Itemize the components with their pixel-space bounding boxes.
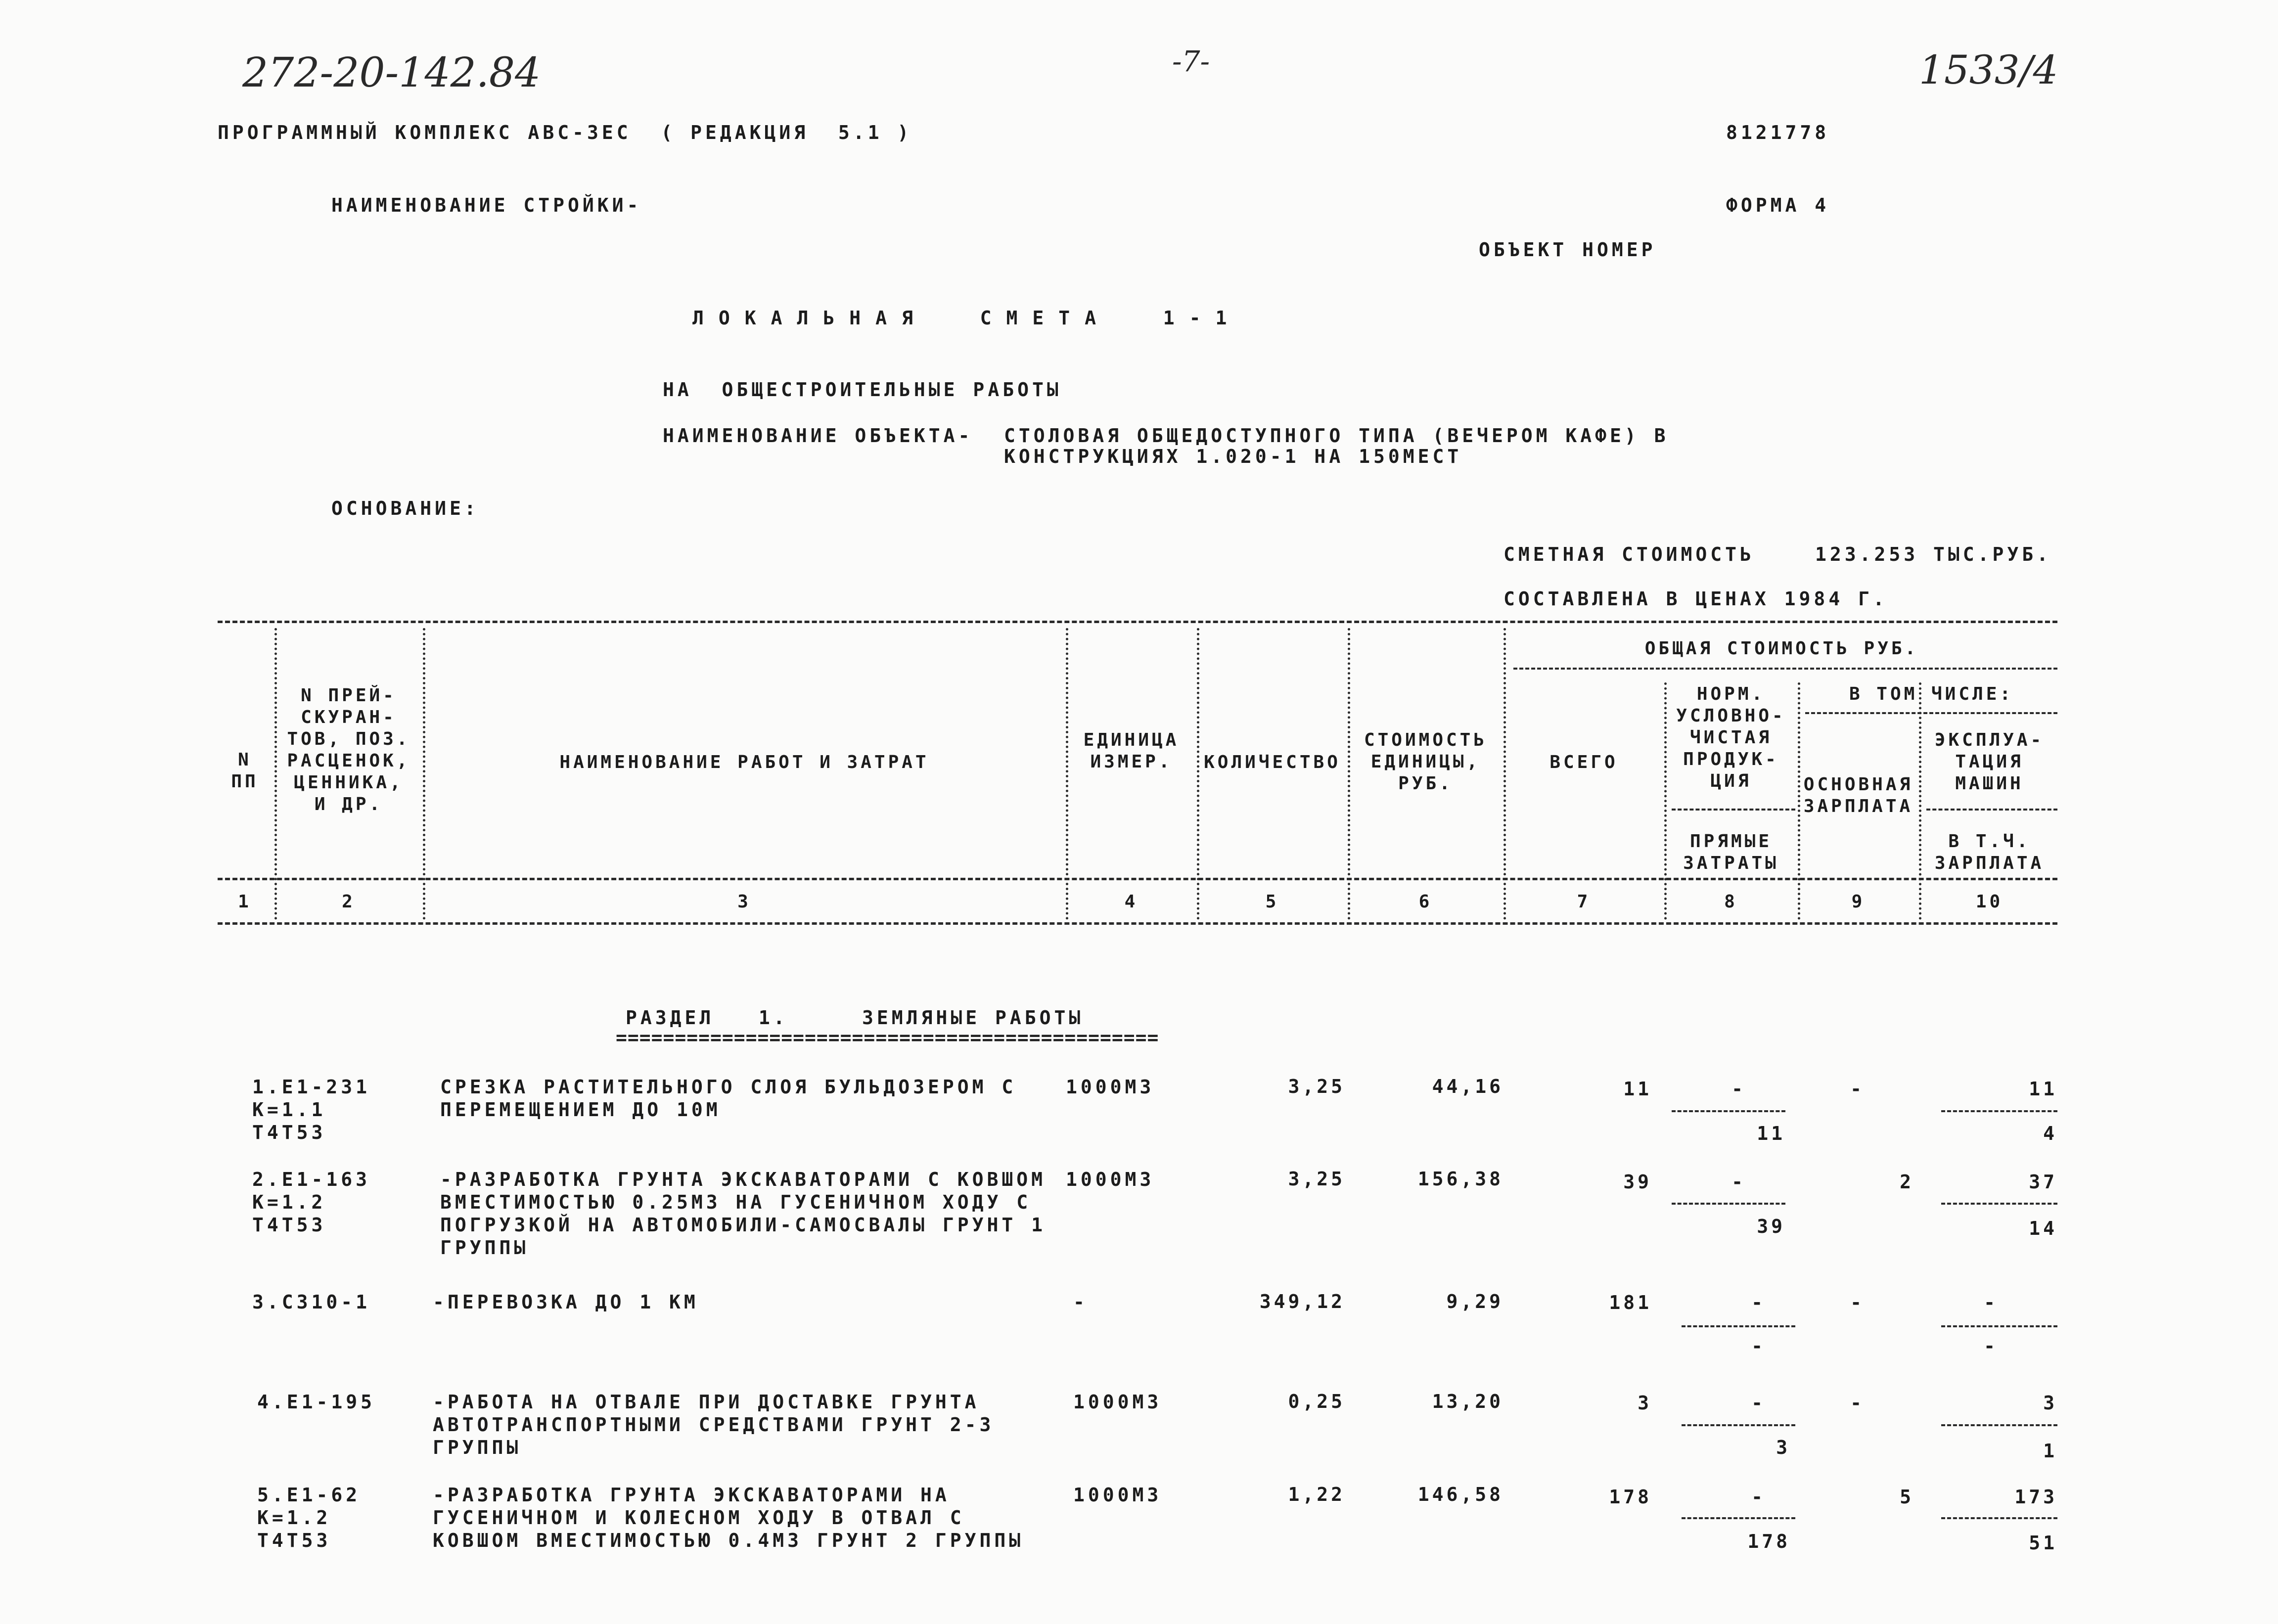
row-total: 3 — [1638, 1392, 1652, 1414]
row-machine-wage: 4 — [2043, 1123, 2057, 1144]
group-rule — [1672, 809, 1795, 811]
estimated-cost-value: 123.253 ТЫС.РУБ. — [1815, 543, 2052, 565]
row-unit: 1000М3 — [1073, 1391, 1162, 1413]
row-work-name: -РАБОТА НА ОТВАЛЕ ПРИ ДОСТАВКЕ ГРУНТА АВТОТРАНСПОРТНЫМИ СРЕДСТВАМИ ГРУНТ 2-3 ГРУППЫ — [433, 1391, 995, 1458]
handwritten-code-right: 1533/4 — [1919, 47, 2058, 93]
row-quantity: 0,25 — [1288, 1391, 1345, 1412]
col-header-norm-production: НОРМ. УСЛОВНО- ЧИСТАЯ ПРОДУК- ЦИЯ — [1676, 684, 1786, 791]
column-number: 7 — [1577, 892, 1591, 912]
row-total: 11 — [1623, 1078, 1652, 1100]
row-machine-operation: 37 — [2029, 1171, 2057, 1193]
column-number: 1 — [238, 892, 252, 912]
row-unit-cost: 9,29 — [1446, 1291, 1503, 1312]
column-divider — [423, 628, 425, 920]
col-header-work-name: НАИМЕНОВАНИЕ РАБОТ И ЗАТРАТ — [559, 752, 929, 772]
col-header-total-group: ОБЩАЯ СТОИМОСТЬ РУБ. — [1644, 638, 1919, 659]
row-base-wage: 2 — [1900, 1171, 1914, 1193]
col-header-including: В ТОМ ЧИСЛЕ: — [1849, 684, 2014, 704]
row-work-name: -РАЗРАБОТКА ГРУНТА ЭКСКАВАТОРАМИ С КОВШОМ ВМЕСТИМОСТЬЮ 0.25М3 НА ГУСЕНИЧНОМ ХОДУ С ПОГРУЗКОЙ НА АВТОМОБИЛИ-САМОСВАЛЫ ГРУНТ 1 ГРУППЫ — [440, 1169, 1046, 1259]
column-number: 2 — [342, 892, 356, 912]
row-base-wage: - — [1850, 1392, 1865, 1414]
row-unit-cost: 13,20 — [1432, 1391, 1503, 1412]
row-norm-production: - — [1731, 1078, 1746, 1100]
row-unit-cost: 146,58 — [1417, 1484, 1503, 1505]
row-unit-cost: 156,38 — [1417, 1168, 1503, 1190]
split-rule — [1941, 1203, 2057, 1205]
column-number: 6 — [1418, 892, 1433, 912]
column-number: 4 — [1124, 892, 1139, 912]
row-direct-costs: 178 — [1747, 1531, 1790, 1552]
object-name-line-2: КОНСТРУКЦИЯХ 1.020-1 НА 150МЕСТ — [1004, 446, 1462, 467]
group-rule — [1805, 712, 2057, 714]
col-header-unit-cost: СТОИМОСТЬ ЕДИНИЦЫ, РУБ. — [1364, 730, 1488, 794]
split-rule — [1941, 1517, 2057, 1519]
split-rule — [1941, 1110, 2057, 1112]
row-machine-wage: 1 — [2043, 1440, 2057, 1462]
row-norm-production: - — [1751, 1392, 1766, 1414]
handwritten-page-number: -7- — [1172, 45, 1210, 78]
column-number: 9 — [1851, 892, 1866, 912]
row-code: 3.С310-1 — [252, 1291, 371, 1313]
column-number: 5 — [1265, 892, 1279, 912]
section-title: РАЗДЕЛ 1. ЗЕМЛЯНЫЕ РАБОТЫ — [626, 1007, 1084, 1029]
row-machine-operation: 173 — [2014, 1486, 2057, 1508]
row-total: 39 — [1623, 1171, 1652, 1193]
works-title: НА ОБЩЕСТРОИТЕЛЬНЫЕ РАБОТЫ — [663, 379, 1062, 401]
row-unit: 1000М3 — [1066, 1076, 1155, 1098]
row-quantity: 3,25 — [1288, 1076, 1345, 1097]
row-code: 1.Е1-231 К=1.1 Т4Т53 — [252, 1076, 371, 1143]
object-name-line-1: СТОЛОВАЯ ОБЩЕДОСТУПНОГО ТИПА (ВЕЧЕРОМ КАФЕ) В — [1004, 425, 1669, 447]
col-header-base-wage: ОСНОВНАЯ ЗАРПЛАТА — [1803, 774, 1914, 816]
table-bottom-rule — [218, 922, 2057, 925]
row-total: 181 — [1609, 1292, 1652, 1313]
column-divider — [1919, 682, 1921, 920]
split-rule — [1941, 1424, 2057, 1426]
row-direct-costs: 11 — [1757, 1123, 1785, 1144]
row-machine-operation: 3 — [2043, 1392, 2057, 1414]
row-machine-operation: - — [1984, 1292, 1998, 1313]
row-unit: 1000М3 — [1066, 1169, 1155, 1190]
split-rule — [1682, 1424, 1795, 1426]
row-base-wage: - — [1850, 1292, 1865, 1313]
col-header-incl-wage: В Т.Ч. ЗАРПЛАТА — [1934, 831, 2045, 873]
estimate-title: ЛОКАЛЬНАЯ СМЕТА 1-1 — [692, 307, 1242, 329]
row-norm-production: - — [1751, 1486, 1766, 1508]
column-divider — [1197, 628, 1199, 920]
row-base-wage: - — [1850, 1078, 1865, 1100]
form-label: ФОРМА 4 — [1726, 194, 1830, 216]
col-header-number: N ПП — [231, 750, 259, 792]
header-bottom-rule — [218, 878, 2057, 880]
row-machine-wage: 14 — [2029, 1218, 2057, 1239]
split-rule — [1682, 1517, 1795, 1519]
column-divider — [1503, 628, 1506, 920]
row-direct-costs: - — [1751, 1335, 1766, 1357]
row-machine-operation: 11 — [2029, 1078, 2057, 1100]
col-header-machine-operation: ЭКСПЛУА- ТАЦИЯ МАШИН — [1934, 730, 2045, 794]
row-code: 4.Е1-195 — [257, 1391, 376, 1413]
estimated-cost-label: СМЕТНАЯ СТОИМОСТЬ — [1503, 543, 1755, 565]
split-rule — [1682, 1325, 1795, 1327]
col-header-total: ВСЕГО — [1549, 752, 1618, 772]
row-code: 5.Е1-62 К=1.2 Т4Т53 — [257, 1484, 361, 1551]
prices-line: СОСТАВЛЕНА В ЦЕНАХ 1984 Г. — [1503, 588, 1888, 610]
object-name-label: НАИМЕНОВАНИЕ ОБЪЕКТА- — [663, 425, 973, 447]
column-number: 10 — [1975, 892, 2004, 912]
column-number: 8 — [1724, 892, 1738, 912]
row-base-wage: 5 — [1900, 1486, 1914, 1508]
row-total: 178 — [1609, 1486, 1652, 1508]
handwritten-code-left: 272-20-142.84 — [242, 49, 541, 96]
row-work-name: -РАЗРАБОТКА ГРУНТА ЭКСКАВАТОРАМИ НА ГУСЕНИЧНОМ И КОЛЕСНОМ ХОДУ В ОТВАЛ С КОВШОМ ВМЕСТИМОСТЬЮ 0.4М3 ГРУНТ 2 ГРУППЫ — [433, 1484, 1024, 1551]
table-top-rule — [218, 621, 2057, 623]
col-header-direct-costs: ПРЯМЫЕ ЗАТРАТЫ — [1683, 831, 1779, 873]
row-code: 2.Е1-163 К=1.2 Т4Т53 — [252, 1169, 371, 1236]
column-divider — [1066, 628, 1068, 920]
row-unit: - — [1073, 1291, 1088, 1313]
document-number: 8121778 — [1726, 122, 1830, 143]
construction-name-label: НАИМЕНОВАНИЕ СТРОЙКИ- — [331, 194, 642, 216]
split-rule — [1941, 1325, 2057, 1327]
object-number-label: ОБЪЕКТ НОМЕР — [1479, 239, 1656, 261]
group-rule — [1513, 668, 2057, 670]
row-direct-costs: 3 — [1776, 1437, 1790, 1458]
row-work-name: СРЕЗКА РАСТИТЕЛЬНОГО СЛОЯ БУЛЬДОЗЕРОМ С ПЕРЕМЕЩЕНИЕМ ДО 10М — [440, 1076, 1017, 1121]
col-header-unit: ЕДИНИЦА ИЗМЕР. — [1083, 730, 1180, 772]
row-quantity: 3,25 — [1288, 1168, 1345, 1190]
group-rule — [1926, 809, 2057, 811]
row-quantity: 349,12 — [1259, 1291, 1345, 1312]
row-machine-wage: - — [1984, 1335, 1998, 1357]
basis-label: ОСНОВАНИЕ: — [331, 497, 479, 519]
col-header-quantity: КОЛИЧЕСТВО — [1204, 752, 1341, 772]
row-unit: 1000М3 — [1073, 1484, 1162, 1506]
row-work-name: -ПЕРЕВОЗКА ДО 1 КМ — [433, 1291, 699, 1313]
row-norm-production: - — [1731, 1171, 1746, 1193]
column-number: 3 — [737, 892, 751, 912]
row-machine-wage: 51 — [2029, 1532, 2057, 1554]
row-unit-cost: 44,16 — [1432, 1076, 1503, 1097]
row-quantity: 1,22 — [1288, 1484, 1345, 1505]
row-direct-costs: 39 — [1757, 1216, 1785, 1237]
section-underline: ============================================== — [616, 1027, 1159, 1048]
row-norm-production: - — [1751, 1292, 1766, 1313]
col-header-price-code: N ПРЕЙ- СКУРАН- ТОВ, ПОЗ. РАСЦЕНОК, ЦЕННИКА, И ДР. — [287, 685, 410, 814]
split-rule — [1672, 1110, 1785, 1112]
split-rule — [1672, 1203, 1785, 1205]
program-line: ПРОГРАММНЫЙ КОМПЛЕКС АВС-ЗЕС ( РЕДАКЦИЯ 5.1 ) — [218, 122, 912, 143]
